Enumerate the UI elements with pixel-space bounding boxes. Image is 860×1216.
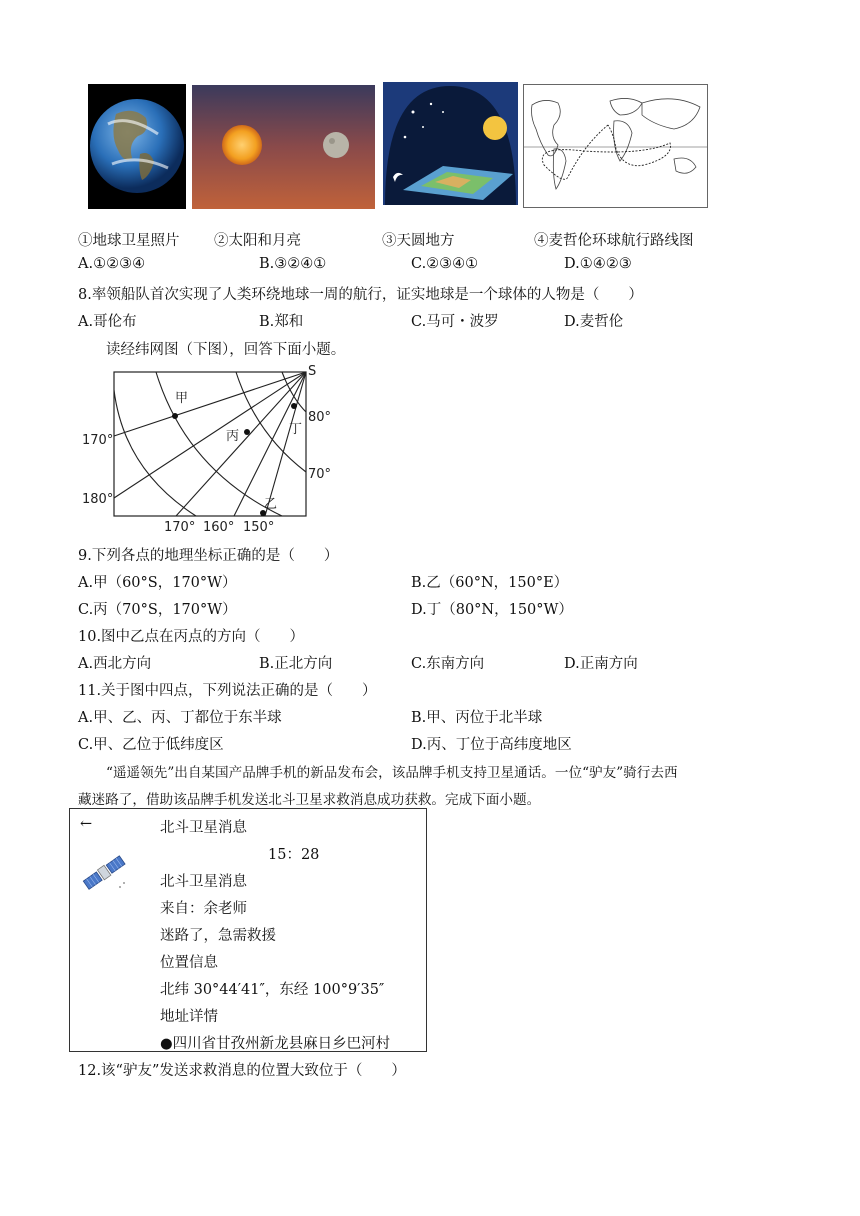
q11-option-a[interactable]: A.甲、乙、丙、丁都位于东半球 — [78, 710, 282, 726]
beidou-message-screenshot — [69, 808, 427, 1052]
q10-option-a[interactable]: A.西北方向 — [78, 656, 152, 672]
q8-option-b[interactable]: B.郑和 — [259, 314, 304, 330]
passage-line-2: 藏迷路了，借助该品牌手机发送北斗卫星求救消息成功获救。完成下面小题。 — [78, 792, 541, 808]
message-from: 来自：余老师 — [160, 901, 247, 917]
q7-option-b[interactable]: B.③②④① — [259, 256, 327, 272]
q9-option-d[interactable]: D.丁（80°N，150°W） — [411, 602, 573, 618]
graticule-diagram — [76, 360, 346, 535]
q9-option-b[interactable]: B.乙（60°N，150°E） — [411, 575, 569, 591]
message-header: 北斗卫星消息 — [160, 820, 247, 836]
pole-label: S — [308, 364, 317, 379]
point-bing — [244, 429, 250, 435]
passage-line-1: “遥遥领先”出自某国产品牌手机的新品发布会，该品牌手机支持卫星通话。一位“驴友”骑行去西 — [106, 765, 678, 781]
q10-option-d[interactable]: D.正南方向 — [564, 656, 638, 672]
right-label-80: 80° — [308, 410, 332, 425]
label-bing: 丙 — [226, 429, 240, 444]
q9-option-a[interactable]: A.甲（60°S，170°W） — [78, 575, 237, 591]
label-ding: 丁 — [289, 422, 303, 437]
q11-option-d[interactable]: D.丙、丁位于高纬度地区 — [411, 737, 572, 753]
bottom-label-170: 170° — [164, 520, 196, 535]
left-label-170: 170° — [82, 433, 114, 448]
label-yi: 乙 — [264, 497, 278, 512]
bottom-label-150: 150° — [243, 520, 275, 535]
q7-option-a[interactable]: A.①②③④ — [78, 256, 146, 272]
grid-intro: 读经纬网图（下图），回答下面小题。 — [106, 342, 346, 358]
magellan-route-map — [523, 84, 708, 208]
bottom-label-160: 160° — [203, 520, 235, 535]
address-detail: ●四川省甘孜州新龙县麻日乡巴河村 — [160, 1036, 391, 1052]
q9-option-c[interactable]: C.丙（70°S，170°W） — [78, 602, 237, 618]
q11-option-c[interactable]: C.甲、乙位于低纬度区 — [78, 737, 224, 753]
caption-tianyuan: ③天圆地方 — [382, 233, 455, 249]
message-title: 北斗卫星消息 — [160, 874, 247, 890]
satellite-icon — [80, 849, 130, 895]
q8-option-a[interactable]: A.哥伦布 — [78, 314, 137, 330]
message-content: 迷路了，急需救援 — [160, 928, 276, 944]
right-label-70: 70° — [308, 467, 332, 482]
point-ding — [291, 403, 297, 409]
q11-option-b[interactable]: B.甲、丙位于北半球 — [411, 710, 543, 726]
left-label-180: 180° — [82, 492, 114, 507]
message-time: 15：28 — [268, 847, 320, 863]
back-arrow-icon[interactable]: ← — [80, 816, 93, 832]
q8-stem: 8.率领船队首次实现了人类环绕地球一周的航行，证实地球是一个球体的人物是（ ） — [78, 287, 643, 303]
earth-satellite-photo — [88, 84, 186, 209]
q8-option-c[interactable]: C.马可・波罗 — [411, 314, 499, 330]
q10-option-b[interactable]: B.正北方向 — [259, 656, 333, 672]
caption-magellan: ④麦哲伦环球航行路线图 — [534, 233, 694, 249]
q10-option-c[interactable]: C.东南方向 — [411, 656, 485, 672]
q8-option-d[interactable]: D.麦哲伦 — [564, 314, 624, 330]
sun-and-moon-photo — [192, 85, 375, 209]
q11-stem: 11.关于图中四点，下列说法正确的是（ ） — [78, 683, 377, 699]
q10-stem: 10.图中乙点在丙点的方向（ ） — [78, 629, 305, 645]
q9-stem: 9.下列各点的地理坐标正确的是（ ） — [78, 548, 339, 564]
location-coords: 北纬 30°44′41″，东经 100°9′35″ — [160, 982, 385, 998]
label-jia: 甲 — [175, 391, 189, 406]
caption-earth: ①地球卫星照片 — [78, 233, 180, 249]
q7-option-d[interactable]: D.①④②③ — [564, 256, 632, 272]
location-label: 位置信息 — [160, 955, 218, 971]
caption-sun-moon: ②太阳和月亮 — [214, 233, 301, 249]
q12-stem: 12.该“驴友”发送求救消息的位置大致位于（ ） — [78, 1063, 406, 1079]
round-sky-square-earth-picture — [383, 82, 518, 205]
address-label: 地址详情 — [160, 1009, 218, 1025]
q7-option-c[interactable]: C.②③④① — [411, 256, 479, 272]
point-jia — [172, 413, 178, 419]
